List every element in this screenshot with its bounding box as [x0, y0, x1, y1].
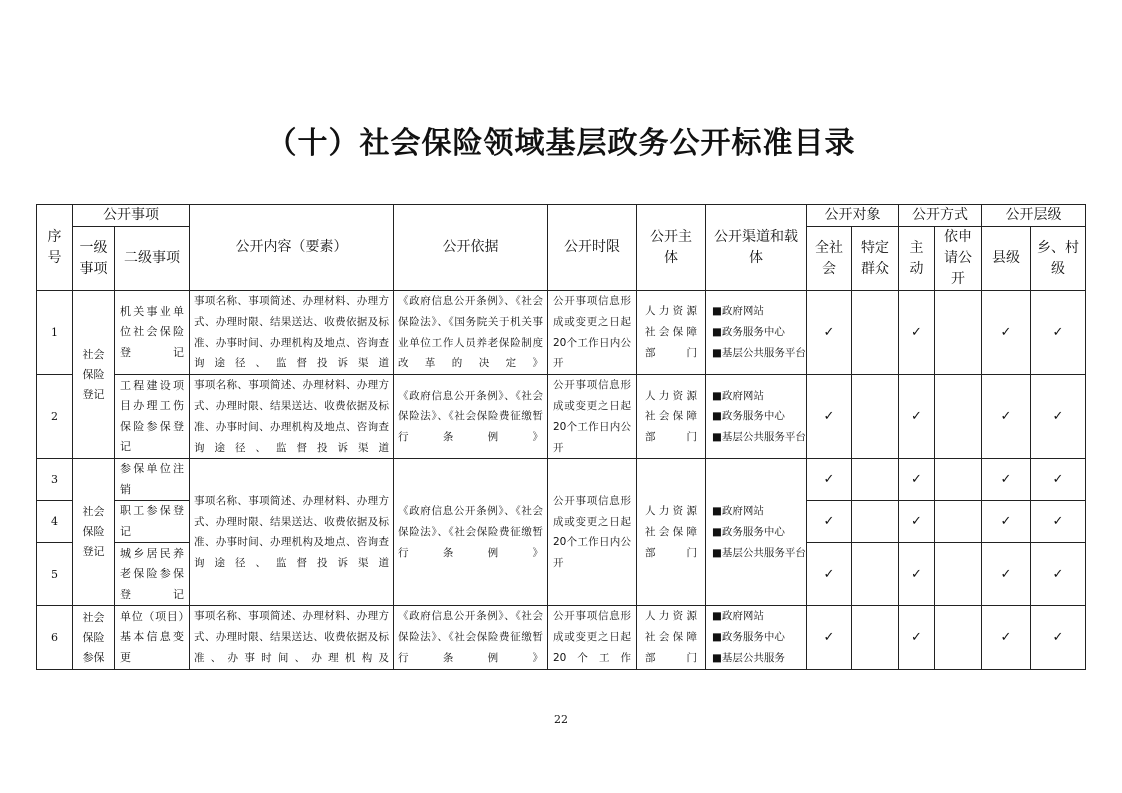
channel-item: ■基层公共服务平台 — [712, 546, 806, 559]
channel-item: ■政府网站 — [712, 305, 764, 318]
check-layer-county — [982, 459, 1031, 501]
channel-item: ■基层公共服务平台 — [712, 346, 806, 359]
check-mark-icon: ✓ — [1052, 514, 1064, 530]
check-mark-icon: ✓ — [1052, 566, 1064, 582]
check-target-specific — [852, 501, 899, 543]
check-mode-active — [899, 606, 935, 669]
header-target-all: 全社会 — [807, 227, 852, 291]
check-mark-icon: ✓ — [911, 566, 922, 582]
check-mark-icon: ✓ — [823, 566, 835, 582]
content-cell: 事项名称、事项简述、办理材料、办理方式、办理时限、结果送达、收费依据及标准、办事时间、办理机构及地点、咨询查询途径、监督投诉渠道 — [190, 459, 394, 606]
row-seq: 5 — [37, 543, 73, 606]
check-mark-icon: ✓ — [1000, 325, 1012, 341]
check-layer-village — [1031, 543, 1086, 606]
table-row — [37, 459, 1086, 501]
row-seq: 1 — [37, 291, 73, 375]
check-mark-icon: ✓ — [1052, 409, 1064, 425]
check-target-all — [807, 501, 852, 543]
check-layer-county — [982, 606, 1031, 669]
check-layer-village — [1031, 501, 1086, 543]
check-mode-active — [899, 501, 935, 543]
channel-item: ■政府网站 — [712, 505, 764, 518]
check-mark-icon: ✓ — [1000, 472, 1012, 488]
channel-cell — [706, 606, 807, 669]
check-mark-icon: ✓ — [911, 409, 922, 425]
row-seq: 6 — [37, 606, 73, 669]
check-mark-icon: ✓ — [1052, 472, 1064, 488]
check-mark-icon: ✓ — [911, 325, 922, 341]
level1-cell: 社会保险参保 — [73, 606, 115, 669]
check-mark-icon: ✓ — [1000, 566, 1012, 582]
disclosure-catalog-table — [36, 204, 1086, 670]
check-target-specific — [852, 459, 899, 501]
header-matters: 公开事项 — [73, 205, 190, 227]
header-mode-request: 依申请公开 — [935, 227, 982, 291]
header-seq: 序号 — [37, 205, 73, 291]
header-content: 公开内容（要素） — [190, 205, 394, 291]
subject-cell: 人力资源社会保障部门 — [637, 291, 706, 375]
subject-cell: 人力资源社会保障部门 — [637, 375, 706, 459]
check-mark-icon: ✓ — [1000, 630, 1012, 646]
channel-item: ■政府网站 — [712, 389, 764, 402]
page-title: （十）社会保险领域基层政务公开标准目录 — [266, 126, 856, 161]
table-row — [37, 606, 1086, 669]
row-seq: 2 — [37, 375, 73, 459]
time-limit-cell: 公开事项信息形成或变更之日起20个工作日内公开 — [548, 375, 637, 459]
time-limit-cell: 公开事项信息形成或变更之日起20个工作日内公开 — [548, 291, 637, 375]
header-basis: 公开依据 — [394, 205, 548, 291]
check-mode-active — [899, 459, 935, 501]
level2-cell: 单位（项目）基本信息变更 — [115, 606, 190, 669]
check-mark-icon: ✓ — [1052, 325, 1064, 341]
header-layer: 公开层级 — [982, 205, 1086, 227]
level2-cell: 参保单位注销 — [115, 459, 190, 501]
check-mark-icon: ✓ — [823, 472, 835, 488]
check-layer-village — [1031, 459, 1086, 501]
check-layer-village — [1031, 375, 1086, 459]
check-mode-request — [935, 291, 982, 375]
header-row-1 — [37, 205, 1086, 227]
check-mode-active — [899, 375, 935, 459]
header-mode-active: 主动 — [899, 227, 935, 291]
level2-cell: 职工参保登记 — [115, 501, 190, 543]
check-mode-request — [935, 501, 982, 543]
check-layer-village — [1031, 606, 1086, 669]
level2-cell: 机关事业单位社会保险登记 — [115, 291, 190, 375]
check-mark-icon: ✓ — [823, 325, 835, 341]
header-layer-county: 县级 — [982, 227, 1031, 291]
subject-cell: 人力资源社会保障部门 — [637, 459, 706, 606]
channel-cell — [706, 291, 807, 375]
check-mark-icon: ✓ — [823, 630, 835, 646]
check-mark-icon: ✓ — [1000, 409, 1012, 425]
check-mark-icon: ✓ — [1000, 514, 1012, 530]
header-target: 公开对象 — [807, 205, 899, 227]
level1-cell: 社会保险登记 — [73, 459, 115, 606]
channel-item: ■政务服务中心 — [712, 410, 785, 423]
content-cell: 事项名称、事项简述、办理材料、办理方式、办理时限、结果送达、收费依据及标准、办事时间、办理机构及地点、咨询查询途径、监督投诉渠道 — [190, 375, 394, 459]
level2-cell: 城乡居民养老保险参保登记 — [115, 543, 190, 606]
check-layer-village — [1031, 291, 1086, 375]
channel-cell — [706, 375, 807, 459]
check-mark-icon: ✓ — [823, 409, 835, 425]
subject-cell: 人力资源社会保障部门 — [637, 606, 706, 669]
content-cell: 事项名称、事项简述、办理材料、办理方式、办理时限、结果送达、收费依据及标准、办事时间、办理机构及 — [190, 606, 394, 669]
check-mark-icon: ✓ — [823, 514, 835, 530]
check-target-all — [807, 543, 852, 606]
channel-item: ■政府网站 — [712, 610, 764, 623]
time-limit-cell: 公开事项信息形成或变更之日起20个工作日内公开 — [548, 459, 637, 606]
channel-item: ■政务服务中心 — [712, 631, 785, 644]
check-target-specific — [852, 606, 899, 669]
check-target-specific — [852, 291, 899, 375]
basis-cell: 《政府信息公开条例》、《社会保险法》、《国务院关于机关事业单位工作人员养老保险制度改革的决定》 — [394, 291, 548, 375]
channel-item: ■基层公共服务平台 — [712, 431, 806, 444]
level2-cell: 工程建设项目办理工伤保险参保登记 — [115, 375, 190, 459]
check-layer-county — [982, 291, 1031, 375]
page-number: 22 — [554, 713, 568, 726]
header-channel: 公开渠道和载体 — [706, 205, 807, 291]
time-limit-cell: 公开事项信息形成或变更之日起20个工作 — [548, 606, 637, 669]
check-target-all — [807, 375, 852, 459]
check-mark-icon: ✓ — [911, 630, 922, 646]
check-mark-icon: ✓ — [911, 472, 922, 488]
header-level2: 二级事项 — [115, 227, 190, 291]
check-target-specific — [852, 375, 899, 459]
basis-cell: 《政府信息公开条例》、《社会保险法》、《社会保险费征缴暂行条例》 — [394, 459, 548, 606]
basis-cell: 《政府信息公开条例》、《社会保险法》、《社会保险费征缴暂行条例》 — [394, 375, 548, 459]
content-cell: 事项名称、事项简述、办理材料、办理方式、办理时限、结果送达、收费依据及标准、办事时间、办理机构及地点、咨询查询途径、监督投诉渠道 — [190, 291, 394, 375]
check-target-all — [807, 291, 852, 375]
check-mode-request — [935, 606, 982, 669]
check-target-all — [807, 606, 852, 669]
check-mode-request — [935, 375, 982, 459]
check-mark-icon: ✓ — [1052, 630, 1064, 646]
check-mark-icon: ✓ — [911, 514, 922, 530]
check-layer-county — [982, 501, 1031, 543]
table-row — [37, 375, 1086, 459]
channel-item: ■政务服务中心 — [712, 326, 785, 339]
check-mode-request — [935, 459, 982, 501]
header-time-limit: 公开时限 — [548, 205, 637, 291]
row-seq: 4 — [37, 501, 73, 543]
level1-cell: 社会保险登记 — [73, 291, 115, 459]
check-target-all — [807, 459, 852, 501]
channel-cell — [706, 459, 807, 606]
header-level1: 一级事项 — [73, 227, 115, 291]
channel-item: ■基层公共服务 — [712, 651, 785, 664]
table-row — [37, 291, 1086, 375]
header-layer-village: 乡、村级 — [1031, 227, 1086, 291]
check-target-specific — [852, 543, 899, 606]
check-mode-active — [899, 291, 935, 375]
check-layer-county — [982, 375, 1031, 459]
header-target-specific: 特定群众 — [852, 227, 899, 291]
row-seq: 3 — [37, 459, 73, 501]
channel-item: ■政务服务中心 — [712, 525, 785, 538]
check-layer-county — [982, 543, 1031, 606]
check-mode-request — [935, 543, 982, 606]
basis-cell: 《政府信息公开条例》、《社会保险法》、《社会保险费征缴暂行条例》 — [394, 606, 548, 669]
header-mode: 公开方式 — [899, 205, 982, 227]
check-mode-active — [899, 543, 935, 606]
header-subject: 公开主体 — [637, 205, 706, 291]
